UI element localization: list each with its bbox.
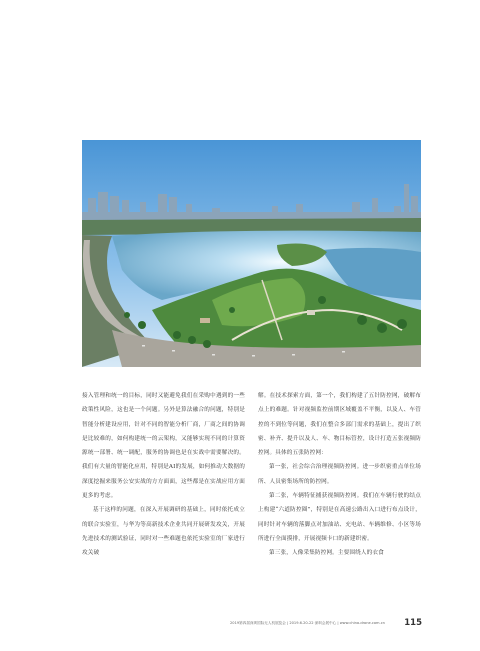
photo-illustration (82, 140, 421, 367)
paragraph: 接入管理和统一的目标，同时又能避免我们在采购中遇到的一些政策性风险，这也是一个问题。另外是算法融合的问题，特别是智能分析建设应用，针对不同的智能分析厂商，厂商之间的协调是比较难的，如何构建统一的云架构，又能够实现不同的计算资源统一部署、统一调配，服务的协调也是在实战中需要解决的。我们有大量的智能化应用，特别是AI的发展，如何推动大数据的深度挖掘来服务公安实战的方方面面，这些都是在实战应用方面更多的考虑。 (82, 393, 245, 500)
paragraph: 第三张，人像采集防控网。主要围绕人的衣食 (269, 550, 384, 557)
left-text-column (82, 389, 245, 561)
right-text-column (258, 389, 421, 561)
footer-meta: 2019第四届深圳国际无人机展览会 | 2019.6.20-22 深圳会展中心 | www.china-drone.com.cn (230, 621, 385, 625)
paragraph: 解。在技术探索方面，第一个，我们构建了五针防控网，破解布点上的难题。针对视频监控前期区域覆盖不平衡，以及人、车管控的不到位等问题，我们在整合多部门需求的基础上，提出了织密、补齐、提升以及人、车、物目标管控，设计打造五张视频防控网。具体的五张防控网： (258, 393, 421, 457)
paragraph: 第一张，社会综合治理视频防控网。进一步织密重点单位场所、人员密集场所的防控网。 (258, 464, 421, 485)
paragraph: 基于这样的问题，在深入开展调研的基础上，同时依托成立的联合实验室，与华为等高新技术企业共同开展研发攻关，开展先进技术的测试验证，同时对一些难题也依托实验室的厂家进行攻关破 (82, 507, 245, 557)
page-footer (230, 618, 430, 630)
page-number: 115 (404, 618, 422, 628)
aerial-lake-city-photo (82, 140, 421, 367)
paragraph: 第二张，车辆特征捕获视频防控网。我们在车辆行驶的结点上构建“六道防控圈”，特别是在高速公路出入口进行布点设计，同时针对车辆的落脚点对加油站、充电站、车辆维修、小区等场所进行全面摸排，开展视频卡口的新建织密。 (258, 493, 421, 542)
